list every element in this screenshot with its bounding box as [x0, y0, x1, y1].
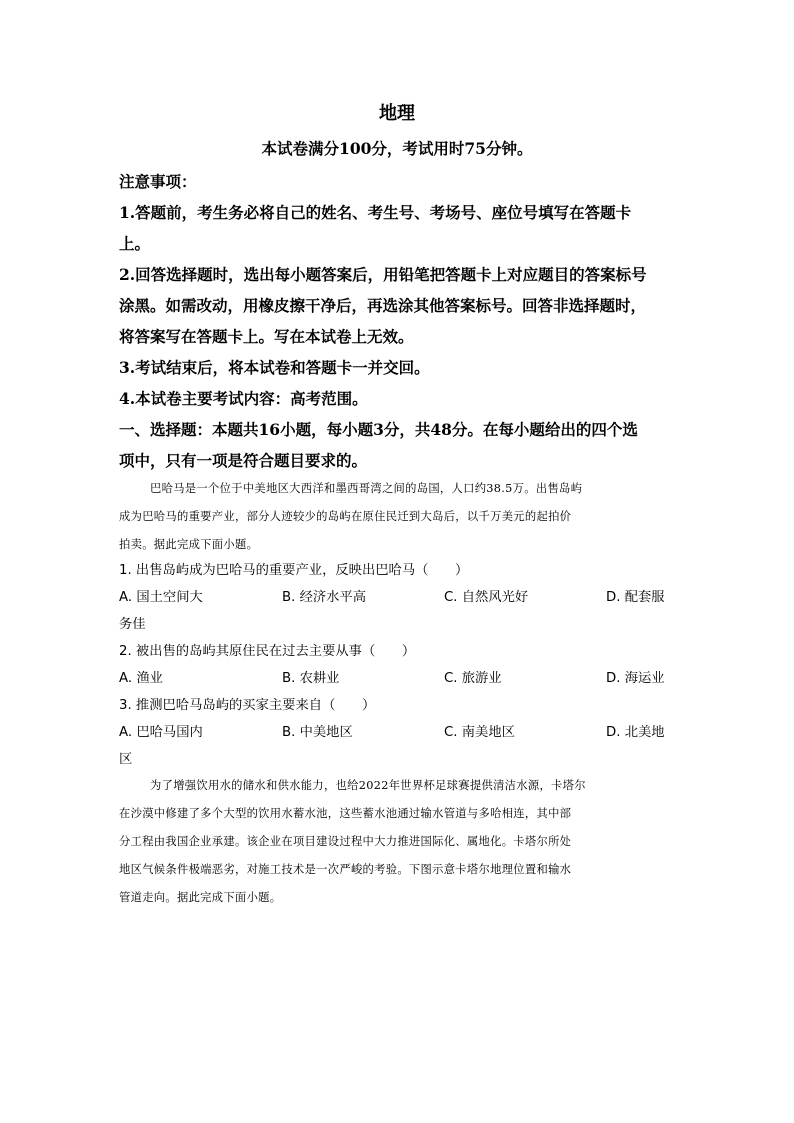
option-b: B. 农耕业 [282, 671, 340, 686]
question-stem: 1. 出售岛屿成为巴哈马的重要产业，反映出巴哈马（ ） [119, 563, 469, 578]
option-d-continued: 务佳 [119, 617, 146, 632]
option-a: A. 巴哈马国内 [119, 725, 203, 740]
section-heading: 项中，只有一项是符合题目要求的。 [119, 451, 368, 470]
question-3-stem [119, 692, 679, 719]
passage-qatar [119, 772, 675, 912]
passage-line: 为了增强饮用水的储水和供水能力，也给2022年世界杯足球赛提供清洁水源，卡塔尔 [150, 779, 586, 792]
passage-line: 拍卖。据此完成下面小题。 [119, 538, 259, 551]
notice-line: 2.回答选择题时，选出每小题答案后，用铅笔把答题卡上对应题目的答案标号 [119, 265, 647, 284]
passage-line: 巴哈马是一个位于中美地区大西洋和墨西哥湾之间的岛国，人口约38.5万。出售岛屿 [150, 482, 583, 495]
question-2-stem [119, 638, 679, 665]
option-c: C. 南美地区 [444, 725, 515, 740]
option-a: A. 渔业 [119, 671, 163, 686]
option-b: B. 经济水平高 [282, 590, 367, 605]
notice-line: 将答案写在答题卡上。写在本试卷上无效。 [119, 327, 414, 346]
notice-line: 3.考试结束后，将本试卷和答题卡一并交回。 [119, 358, 430, 377]
passage-line: 在沙漠中修建了多个大型的饮用水蓄水池，这些蓄水池通过输水管道与多哈相连，其中部 [119, 807, 572, 820]
notice-block [119, 166, 679, 476]
question-stem: 2. 被出售的岛屿其原住民在过去主要从事（ ） [119, 644, 416, 659]
option-d: D. 配套服 [606, 590, 665, 605]
option-a: A. 国土空间大 [119, 590, 203, 605]
passage-line: 地区气候条件极端恶劣，对施工技术是一次严峻的考验。下图示意卡塔尔地理位置和输水 [119, 863, 572, 876]
notice-line: 1.答题前，考生务必将自己的姓名、考生号、考场号、座位号填写在答题卡 [119, 203, 632, 222]
question-stem: 3. 推测巴哈马岛屿的买家主要来自（ ） [119, 698, 376, 713]
notice-heading: 注意事项： [119, 172, 197, 191]
page-title: 地理 [379, 103, 415, 124]
passage-line: 成为巴哈马的重要产业，部分人迹较少的岛屿在原住民迁到大岛后，以千万美元的起拍价 [119, 510, 572, 523]
passage-line: 分工程由我国企业承建。该企业在项目建设过程中大力推进国际化、属地化。卡塔尔所处 [119, 835, 572, 848]
passage-bahamas [119, 475, 675, 559]
question-3-options [119, 719, 679, 773]
question-1-options [119, 584, 679, 638]
section-heading: 一、选择题：本题共16小题，每小题3分，共48分。在每小题给出的四个选 [119, 420, 638, 439]
option-d-continued: 区 [119, 752, 133, 767]
option-c: C. 自然风光好 [444, 590, 529, 605]
question-2-options [119, 665, 679, 692]
notice-line: 涂黑。如需改动，用橡皮擦干净后，再选涂其他答案标号。回答非选择题时， [119, 296, 647, 315]
question-1-stem [119, 557, 679, 584]
option-d: D. 北美地 [606, 725, 665, 740]
option-b: B. 中美地区 [282, 725, 353, 740]
notice-line: 上。 [119, 234, 151, 253]
exam-info: 本试卷满分100分，考试用时75分钟。 [261, 139, 533, 158]
passage-line: 管道走向。据此完成下面小题。 [119, 891, 282, 904]
option-d: D. 海运业 [606, 671, 665, 686]
option-c: C. 旅游业 [444, 671, 502, 686]
notice-line: 4.本试卷主要考试内容：高考范围。 [119, 389, 368, 408]
